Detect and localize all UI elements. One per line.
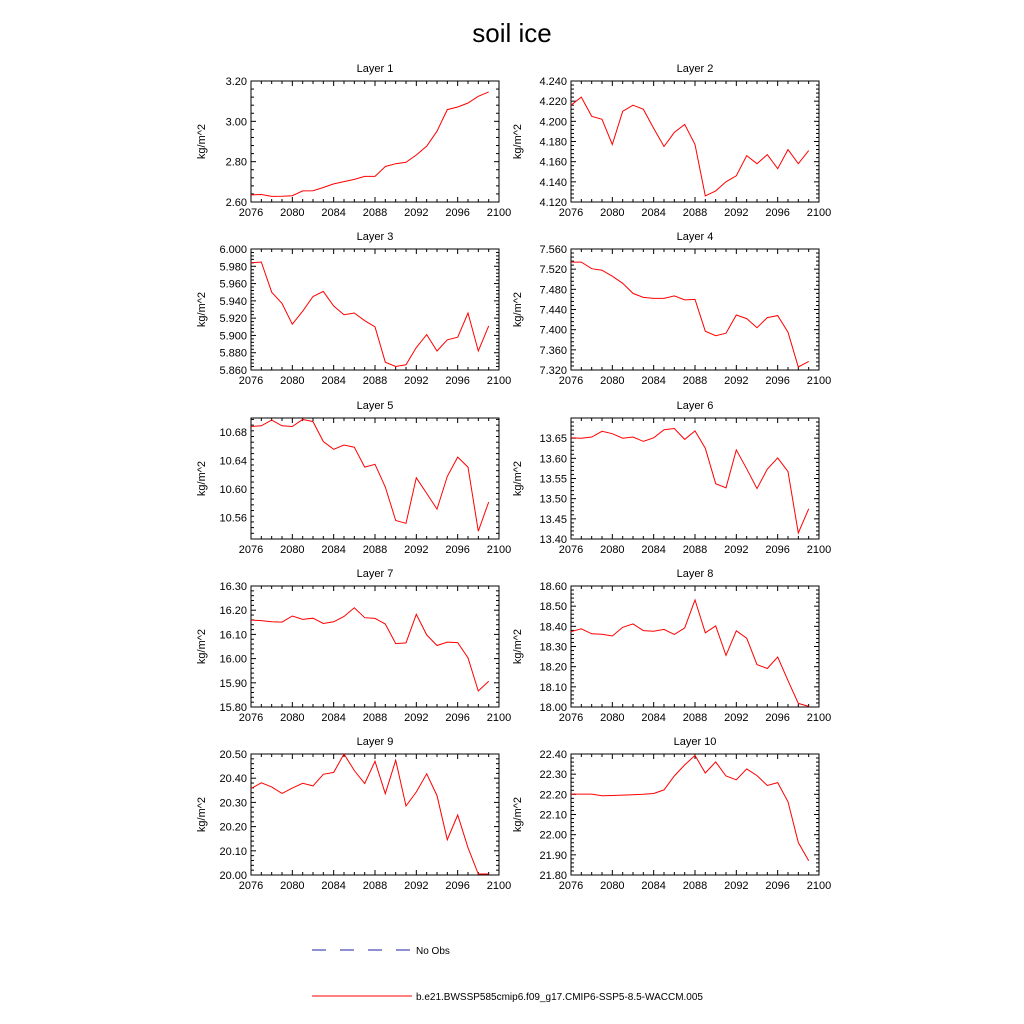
x-tick-label: 2084 [321, 375, 346, 387]
panel-title: Layer 3 [356, 231, 394, 243]
x-tick-label: 2096 [445, 207, 470, 219]
y-tick-label: 10.64 [219, 455, 247, 468]
panel-4 [512, 231, 831, 387]
y-tick-label: 10.68 [219, 427, 247, 440]
y-tick-label: 15.90 [219, 677, 247, 690]
x-tick-label: 2076 [558, 375, 584, 387]
x-tick-label: 2100 [806, 375, 832, 387]
x-tick-label: 2084 [321, 712, 346, 724]
y-tick-label: 18.50 [539, 601, 567, 614]
x-tick-label: 2100 [486, 712, 512, 724]
plot-frame [571, 418, 819, 539]
panel-title: Layer 9 [356, 736, 394, 748]
series-line [571, 600, 809, 707]
y-tick-label: 4.240 [539, 76, 567, 88]
y-tick-label: 4.220 [539, 96, 567, 109]
y-axis-label: kg/m^2 [196, 628, 208, 665]
y-axis-label: kg/m^2 [196, 796, 208, 833]
plot-frame [571, 81, 819, 202]
x-tick-label: 2100 [806, 712, 832, 724]
x-tick-label: 2096 [765, 880, 790, 892]
x-tick-label: 2096 [445, 375, 470, 387]
legend [312, 946, 703, 1003]
plot-frame [251, 81, 499, 202]
legend-obs-label: No Obs [416, 946, 450, 957]
y-tick-label: 5.860 [219, 365, 247, 377]
y-tick-label: 13.40 [539, 534, 567, 546]
x-tick-label: 2100 [486, 207, 512, 219]
y-axis-label: kg/m^2 [512, 123, 524, 160]
series-line [251, 754, 489, 874]
y-tick-label: 2.60 [225, 197, 247, 209]
panel-title: Layer 1 [356, 63, 394, 75]
plot-frame [251, 586, 499, 707]
x-tick-label: 2088 [682, 207, 708, 219]
y-tick-label: 4.120 [539, 197, 567, 209]
y-tick-label: 22.20 [539, 789, 567, 802]
series-line [251, 92, 489, 196]
x-tick-label: 2092 [724, 880, 749, 892]
y-tick-label: 10.56 [219, 512, 247, 525]
x-tick-label: 2092 [404, 375, 429, 387]
x-tick-label: 2076 [238, 544, 264, 556]
y-tick-label: 7.560 [539, 244, 567, 256]
series-line [251, 419, 489, 531]
panel-5 [196, 400, 511, 556]
y-tick-label: 13.45 [539, 513, 567, 526]
x-tick-label: 2076 [238, 880, 264, 892]
panel-8 [512, 568, 831, 724]
plot-frame [251, 249, 499, 370]
plot-frame [571, 249, 819, 370]
y-tick-label: 21.80 [539, 870, 567, 882]
x-tick-label: 2080 [280, 544, 305, 556]
y-tick-label: 16.30 [219, 581, 247, 593]
y-tick-label: 13.65 [539, 433, 567, 446]
y-tick-label: 10.60 [219, 484, 247, 497]
y-axis-label: kg/m^2 [196, 123, 208, 160]
y-tick-label: 7.400 [539, 324, 567, 337]
y-axis-label: kg/m^2 [512, 796, 524, 833]
x-tick-label: 2096 [765, 544, 790, 556]
x-tick-label: 2092 [404, 880, 429, 892]
x-tick-label: 2080 [600, 207, 625, 219]
y-axis-label: kg/m^2 [196, 460, 208, 497]
x-tick-label: 2076 [238, 375, 264, 387]
x-tick-label: 2076 [238, 712, 264, 724]
x-tick-label: 2092 [724, 544, 749, 556]
panel-3 [196, 231, 511, 387]
x-tick-label: 2096 [765, 207, 790, 219]
y-tick-label: 16.00 [219, 653, 247, 666]
y-tick-label: 5.900 [219, 330, 247, 343]
x-tick-label: 2076 [558, 712, 584, 724]
panel-7 [196, 568, 511, 724]
y-tick-label: 4.180 [539, 136, 567, 149]
y-tick-label: 18.20 [539, 661, 567, 674]
y-tick-label: 22.30 [539, 769, 567, 782]
x-tick-label: 2088 [682, 880, 708, 892]
x-tick-label: 2076 [558, 207, 584, 219]
panel-title: Layer 8 [676, 568, 714, 580]
x-tick-label: 2076 [238, 207, 264, 219]
series-line [251, 262, 489, 367]
panel-title: Layer 4 [676, 231, 714, 243]
x-tick-label: 2100 [806, 544, 832, 556]
y-tick-label: 7.440 [539, 304, 567, 317]
panel-title: Layer 6 [676, 400, 714, 412]
x-tick-label: 2100 [486, 375, 512, 387]
x-tick-label: 2084 [321, 544, 346, 556]
y-tick-label: 20.40 [219, 773, 247, 786]
x-tick-label: 2096 [445, 544, 470, 556]
x-tick-label: 2088 [682, 712, 708, 724]
y-tick-label: 18.00 [539, 702, 567, 714]
y-tick-label: 16.20 [219, 605, 247, 618]
y-tick-label: 4.200 [539, 116, 567, 129]
x-tick-label: 2092 [724, 207, 749, 219]
y-tick-label: 20.20 [219, 821, 247, 834]
x-tick-label: 2096 [445, 880, 470, 892]
y-tick-label: 13.55 [539, 473, 567, 486]
y-tick-label: 13.60 [539, 453, 567, 466]
series-line [571, 429, 809, 534]
panel-1 [196, 63, 511, 219]
x-tick-label: 2080 [600, 375, 625, 387]
x-tick-label: 2096 [445, 712, 470, 724]
y-tick-label: 7.520 [539, 264, 567, 277]
figure-title: soil ice [472, 18, 552, 48]
panel-title: Layer 5 [356, 400, 394, 412]
x-tick-label: 2080 [280, 375, 305, 387]
x-tick-label: 2080 [280, 880, 305, 892]
x-tick-label: 2092 [724, 375, 749, 387]
y-tick-label: 16.10 [219, 629, 247, 642]
y-tick-label: 5.920 [219, 313, 247, 326]
y-tick-label: 21.90 [539, 849, 567, 862]
x-tick-label: 2076 [558, 544, 584, 556]
x-tick-label: 2084 [641, 712, 666, 724]
y-tick-label: 13.50 [539, 493, 567, 506]
x-tick-label: 2084 [641, 544, 666, 556]
x-tick-label: 2084 [641, 375, 666, 387]
y-tick-label: 18.60 [539, 581, 567, 593]
y-tick-label: 2.80 [225, 156, 247, 169]
panel-title: Layer 7 [356, 568, 394, 580]
y-axis-label: kg/m^2 [512, 628, 524, 665]
x-tick-label: 2092 [404, 712, 429, 724]
panel-title: Layer 10 [673, 736, 717, 748]
x-tick-label: 2096 [765, 375, 790, 387]
y-axis-label: kg/m^2 [512, 291, 524, 328]
panel-6 [512, 400, 831, 556]
plot-frame [251, 754, 499, 875]
x-tick-label: 2088 [682, 544, 708, 556]
x-tick-label: 2076 [558, 880, 584, 892]
y-tick-label: 20.00 [219, 870, 247, 882]
y-tick-label: 22.10 [539, 809, 567, 822]
x-tick-label: 2088 [362, 375, 388, 387]
x-tick-label: 2080 [280, 712, 305, 724]
y-tick-label: 7.360 [539, 344, 567, 357]
legend-model-label: b.e21.BWSSP585cmip6.f09_g17.CMIP6-SSP5-8.5-WACCM.005 [416, 992, 703, 1003]
y-tick-label: 5.940 [219, 295, 247, 308]
y-tick-label: 5.960 [219, 278, 247, 291]
plot-frame [571, 754, 819, 875]
x-tick-label: 2084 [321, 880, 346, 892]
x-tick-label: 2100 [486, 880, 512, 892]
y-tick-label: 5.980 [219, 261, 247, 274]
chart-panels [196, 63, 831, 892]
y-tick-label: 18.10 [539, 681, 567, 694]
x-tick-label: 2088 [362, 544, 388, 556]
x-tick-label: 2084 [641, 207, 666, 219]
x-tick-label: 2084 [321, 207, 346, 219]
series-line [571, 755, 809, 860]
x-tick-label: 2088 [362, 880, 388, 892]
series-line [571, 262, 809, 367]
y-tick-label: 7.480 [539, 284, 567, 297]
y-tick-label: 4.160 [539, 156, 567, 169]
panel-9 [196, 736, 511, 892]
panel-title: Layer 2 [676, 63, 714, 75]
series-line [251, 608, 489, 691]
y-tick-label: 18.40 [539, 621, 567, 634]
panel-2 [512, 63, 831, 219]
plot-frame [251, 418, 499, 539]
x-tick-label: 2080 [280, 207, 305, 219]
x-tick-label: 2080 [600, 880, 625, 892]
x-tick-label: 2100 [806, 880, 832, 892]
y-tick-label: 5.880 [219, 347, 247, 360]
x-tick-label: 2084 [641, 880, 666, 892]
y-tick-label: 18.30 [539, 641, 567, 654]
y-tick-label: 7.320 [539, 365, 567, 377]
y-tick-label: 4.140 [539, 176, 567, 189]
plot-frame [571, 586, 819, 707]
x-tick-label: 2092 [404, 544, 429, 556]
panel-10 [512, 736, 831, 892]
y-tick-label: 22.40 [539, 749, 567, 761]
y-tick-label: 3.20 [225, 76, 247, 88]
y-tick-label: 3.00 [225, 116, 247, 129]
series-line [571, 97, 809, 196]
x-tick-label: 2080 [600, 712, 625, 724]
y-tick-label: 22.00 [539, 829, 567, 842]
x-tick-label: 2088 [682, 375, 708, 387]
x-tick-label: 2088 [362, 207, 388, 219]
x-tick-label: 2100 [806, 207, 832, 219]
y-tick-label: 20.10 [219, 845, 247, 858]
y-tick-label: 20.50 [219, 749, 247, 761]
x-tick-label: 2100 [486, 544, 512, 556]
y-axis-label: kg/m^2 [512, 460, 524, 497]
x-tick-label: 2080 [600, 544, 625, 556]
x-tick-label: 2092 [724, 712, 749, 724]
x-tick-label: 2096 [765, 712, 790, 724]
y-tick-label: 15.80 [219, 702, 247, 714]
y-axis-label: kg/m^2 [196, 291, 208, 328]
y-tick-label: 6.000 [219, 244, 247, 256]
x-tick-label: 2088 [362, 712, 388, 724]
x-tick-label: 2092 [404, 207, 429, 219]
y-tick-label: 20.30 [219, 797, 247, 810]
